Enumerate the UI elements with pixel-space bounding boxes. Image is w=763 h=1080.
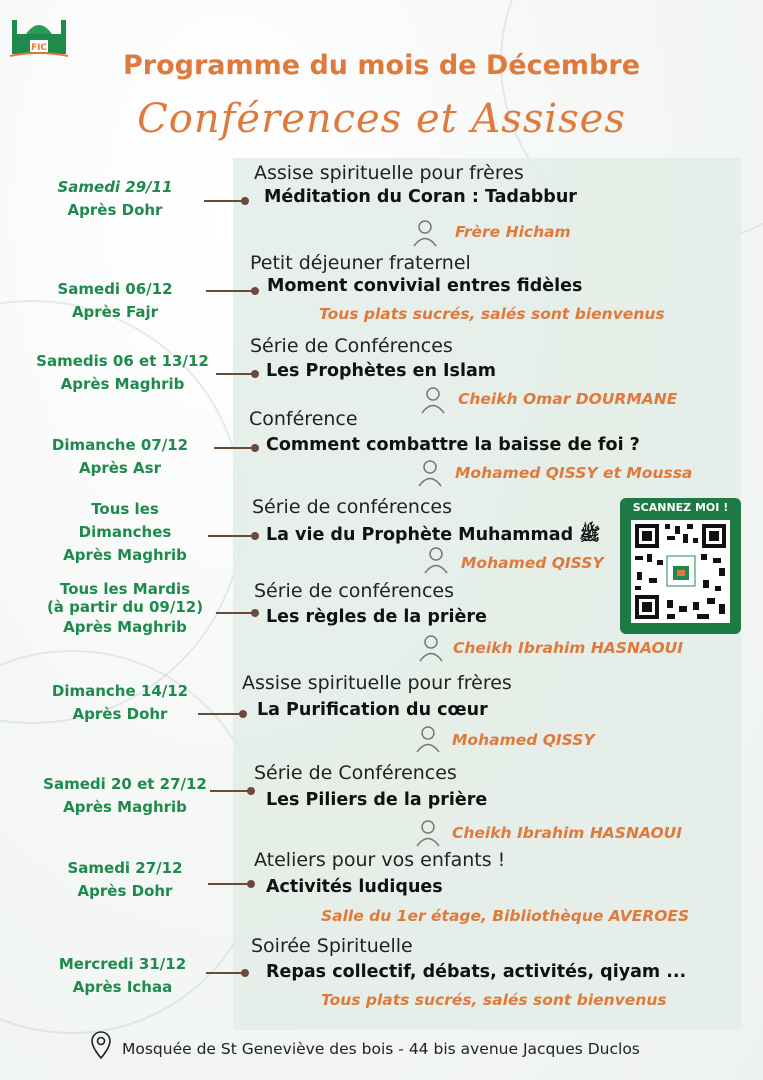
event-date <box>40 680 200 726</box>
event-day: Samedi 27/12 <box>67 859 183 877</box>
speaker-icon <box>418 634 444 662</box>
event-speaker: Mohamed QISSY <box>461 554 604 572</box>
footer-address: Mosquée de St Geneviève des bois - 44 bis avenue Jacques Duclos <box>122 1040 640 1058</box>
event-day: Samedis 06 et 13/12 <box>36 352 209 370</box>
event-time: Après Dohr <box>77 882 173 900</box>
event-date <box>45 953 200 999</box>
event-time: Après Dohr <box>72 705 168 723</box>
event-connector <box>210 790 252 792</box>
event-speaker: Mohamed QISSY <box>452 731 595 749</box>
logo-text: FIC <box>30 43 48 53</box>
event-day: Tous les <box>91 500 159 518</box>
event-category: Soirée Spirituelle <box>251 935 413 957</box>
event-category: Assise spirituelle pour frères <box>242 672 512 694</box>
event-day-2: Dimanches <box>78 523 172 541</box>
event-speaker: Frère Hicham <box>455 223 571 241</box>
event-connector <box>206 972 246 974</box>
event-time: Après Dohr <box>67 201 163 219</box>
qr-code-card[interactable] <box>620 498 741 634</box>
speaker-icon <box>412 219 438 247</box>
event-time: Après Maghrib <box>63 618 187 636</box>
qr-code[interactable] <box>631 520 730 623</box>
event-speaker: Mohamed QISSY et Moussa <box>455 464 693 482</box>
event-category: Série de Conférences <box>250 335 453 357</box>
speaker-icon <box>417 459 443 487</box>
event-connector <box>208 883 252 885</box>
event-time: Après Maghrib <box>60 375 185 393</box>
event-title: Activités ludiques <box>266 877 443 897</box>
page-subtitle: Conférences et Assises <box>137 96 626 142</box>
speaker-icon <box>423 546 449 574</box>
event-date <box>40 580 210 639</box>
event-date <box>35 773 215 819</box>
event-title: Les Prophètes en Islam <box>266 361 496 381</box>
event-category: Série de Conférences <box>254 762 457 784</box>
event-date <box>40 278 190 324</box>
event-speaker: Tous plats sucrés, salés sont bienvenus <box>319 305 665 323</box>
event-date <box>30 350 215 396</box>
location-pin-icon <box>90 1030 112 1060</box>
event-date <box>45 498 205 567</box>
event-category: Ateliers pour vos enfants ! <box>254 849 506 871</box>
event-day: Samedi 20 et 27/12 <box>43 775 207 793</box>
event-speaker: Cheikh Ibrahim HASNAOUI <box>452 824 682 842</box>
qr-pattern-icon <box>631 520 730 623</box>
event-date <box>40 176 190 222</box>
event-title: Les règles de la prière <box>266 607 487 627</box>
event-speaker: Tous plats sucrés, salés sont bienvenus <box>321 991 667 1009</box>
event-title: Les Piliers de la prière <box>266 790 488 810</box>
speaker-icon <box>415 725 441 753</box>
event-time: Après Maghrib <box>63 798 187 816</box>
event-connector <box>216 612 256 614</box>
event-speaker: Cheikh Ibrahim HASNAOUI <box>453 639 683 657</box>
event-category: Petit déjeuner fraternel <box>250 252 471 274</box>
event-title: Méditation du Coran : Tadabbur <box>264 187 577 207</box>
event-speaker: Salle du 1er étage, Bibliothèque AVEROES <box>321 907 690 925</box>
event-category: Assise spirituelle pour frères <box>254 162 524 184</box>
event-connector <box>206 290 256 292</box>
event-day: Mercredi 31/12 <box>58 955 187 973</box>
event-time: Après Fajr <box>71 303 159 321</box>
event-connector <box>198 713 244 715</box>
event-day-2: (à partir du 09/12) <box>46 598 204 616</box>
event-title: Repas collectif, débats, activités, qiyam ... <box>266 962 687 982</box>
event-title: La vie du Prophète Muhammad ﷺ <box>266 525 601 545</box>
event-speaker: Cheikh Omar DOURMANE <box>458 390 678 408</box>
event-date <box>35 434 205 480</box>
event-day: Samedi 06/12 <box>57 280 173 298</box>
event-connector <box>208 535 256 537</box>
event-time: Après Maghrib <box>63 546 187 564</box>
event-connector <box>214 447 256 449</box>
event-day: Dimanche 07/12 <box>51 436 189 454</box>
event-title: Moment convivial entres fidèles <box>267 276 583 296</box>
speaker-icon <box>415 819 441 847</box>
event-category: Série de conférences <box>252 496 453 518</box>
event-title: La Purification du cœur <box>257 700 488 720</box>
page-title: Programme du mois de Décembre <box>122 50 641 81</box>
event-day: Dimanche 14/12 <box>51 682 189 700</box>
event-day: Samedi 29/11 <box>57 178 173 196</box>
event-connector <box>204 200 246 202</box>
event-title: Comment combattre la baisse de foi ? <box>266 435 640 455</box>
event-time: Après Asr <box>78 459 161 477</box>
event-category: Série de conférences <box>254 580 455 602</box>
speaker-icon <box>420 386 446 414</box>
qr-label: SCANNEZ MOI ! <box>632 501 729 514</box>
event-connector <box>216 373 256 375</box>
event-date <box>40 857 210 903</box>
event-time: Après Ichaa <box>72 978 173 996</box>
event-day: Tous les Mardis <box>59 580 191 598</box>
event-category: Conférence <box>249 408 358 430</box>
